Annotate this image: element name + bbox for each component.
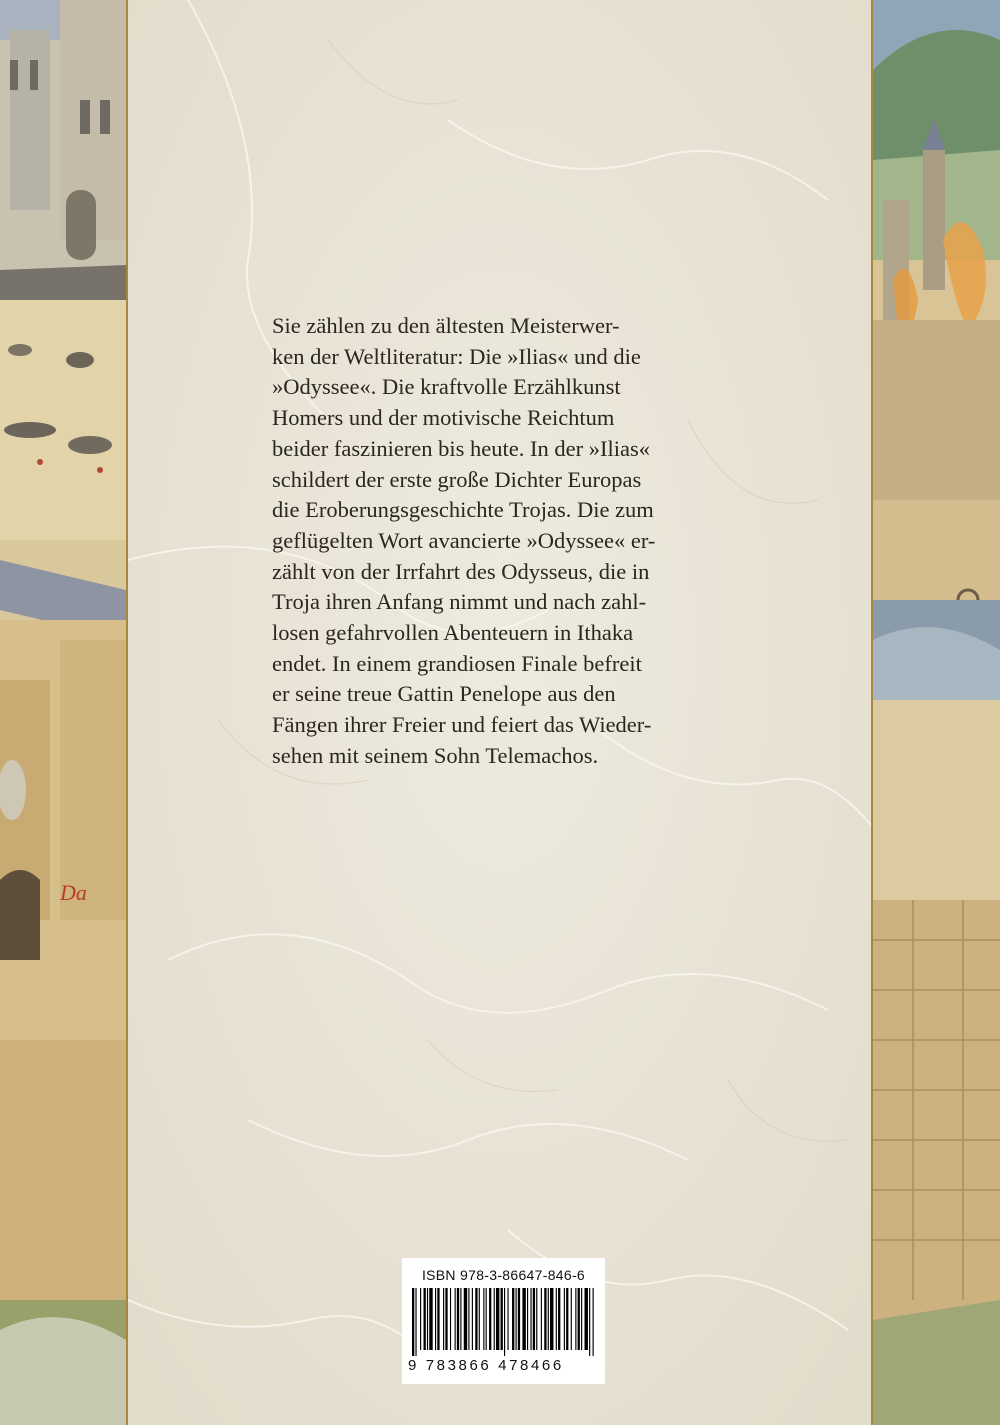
blurb-line: Homers und der motivische Reichtum xyxy=(272,405,615,431)
left-artwork-strip xyxy=(0,0,126,1425)
isbn-barcode-box xyxy=(402,1258,605,1384)
blurb-line: beider faszinieren bis heute. In der »Ilias« xyxy=(272,435,650,461)
blurb-line: losen gefahrvollen Abenteuern in Ithaka xyxy=(272,620,634,646)
blurb-line: »Odyssee«. Die kraftvolle Erzählkunst xyxy=(272,374,621,400)
blurb-line: endet. In einem grandiosen Finale befreit xyxy=(272,650,642,676)
blurb-line: Troja ihren Anfang nimmt und nach zahl- xyxy=(272,589,647,615)
blurb-line: schildert der erste große Dichter Europas xyxy=(272,466,642,492)
blurb-paragraph xyxy=(272,311,742,772)
blurb-line: ken der Weltliteratur: Die »Ilias« und die xyxy=(272,343,641,369)
right-artwork-illustration xyxy=(873,0,1000,1425)
barcode-digits: 9 783866 478466 xyxy=(408,1357,564,1374)
blurb-line: Fängen ihrer Freier und feiert das Wieder- xyxy=(272,712,652,738)
left-artwork-illustration xyxy=(0,0,126,1425)
blurb-line: Sie zählen zu den ältesten Meisterwer- xyxy=(272,313,620,338)
blurb-line: sehen mit seinem Sohn Telemachos. xyxy=(272,742,599,768)
svg-text:Da: Da xyxy=(60,880,87,905)
isbn-label: ISBN 978-3-86647-846-6 xyxy=(421,1267,586,1283)
barcode-icon xyxy=(410,1288,598,1356)
blurb-line: er seine treue Gattin Penelope aus den xyxy=(272,681,616,707)
right-artwork-strip xyxy=(873,0,1000,1425)
back-cover-panel xyxy=(126,0,873,1425)
blurb-line: die Eroberungsgeschichte Trojas. Die zum xyxy=(272,497,654,523)
blurb-line: geflügelten Wort avancierte »Odyssee« er- xyxy=(272,527,656,553)
blurb-line: zählt von der Irrfahrt des Odysseus, die in xyxy=(272,558,650,584)
